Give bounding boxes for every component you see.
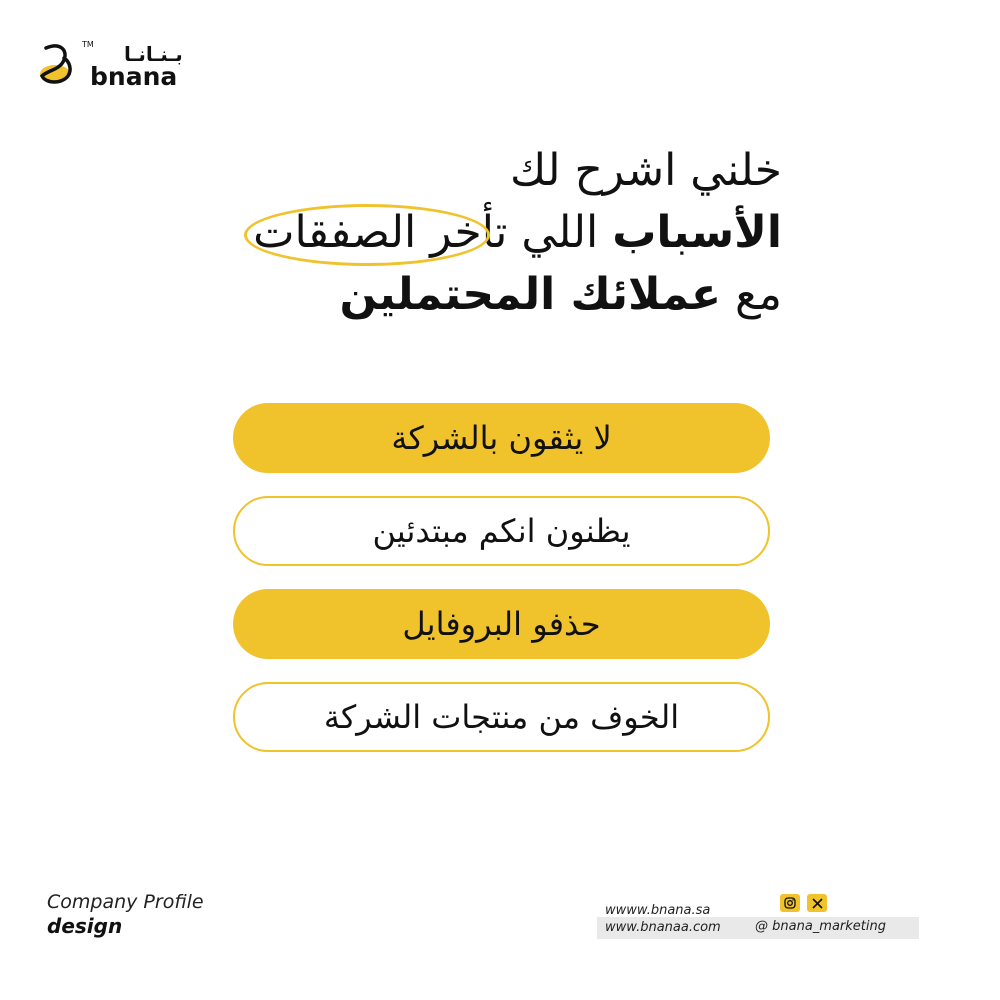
reason-pill-label: حذفو البروفايل: [402, 605, 601, 643]
footer-tagline-line-1: Company Profile: [47, 891, 204, 913]
reason-pill-3: [233, 589, 770, 659]
website-link-1[interactable]: wwww.bnana.sa: [605, 903, 711, 918]
reason-pill-1: [233, 403, 770, 473]
website-link-2[interactable]: www.bnanaa.com: [605, 920, 721, 935]
headline-line-2-rest: اللي تأخر الصفقات: [253, 207, 613, 258]
headline-line-1: خلني اشرح لك: [510, 145, 782, 196]
highlight-oval: [244, 204, 490, 266]
trademark-label: TM: [82, 40, 94, 49]
brand-name-arabic: بـنـانـا: [124, 42, 183, 66]
social-handle[interactable]: @ bnana_marketing: [755, 919, 886, 934]
headline-bold-word: الأسباب: [612, 207, 782, 258]
footer-tagline-line-2: design: [47, 914, 123, 938]
banana-logo-icon: [38, 40, 84, 88]
footer-tagline: [47, 890, 204, 938]
headline: [222, 140, 782, 326]
brand-logo: [38, 40, 183, 92]
reason-pill-4: [233, 682, 770, 752]
x-icon[interactable]: [807, 894, 827, 912]
reason-pill-label: لا يثقون بالشركة: [391, 419, 612, 457]
reason-pill-label: الخوف من منتجات الشركة: [323, 698, 680, 736]
headline-line-3-bold: عملائك المحتملين: [339, 269, 722, 320]
footer-contacts: [597, 893, 919, 939]
headline-line-3-normal: مع: [721, 269, 782, 320]
reason-pill-2: [233, 496, 770, 566]
instagram-icon[interactable]: [780, 894, 800, 912]
brand-name-english: bnana: [90, 62, 178, 91]
reason-pill-label: يظنون انكم مبتدئين: [372, 512, 631, 550]
headline-line-3: [222, 264, 782, 326]
